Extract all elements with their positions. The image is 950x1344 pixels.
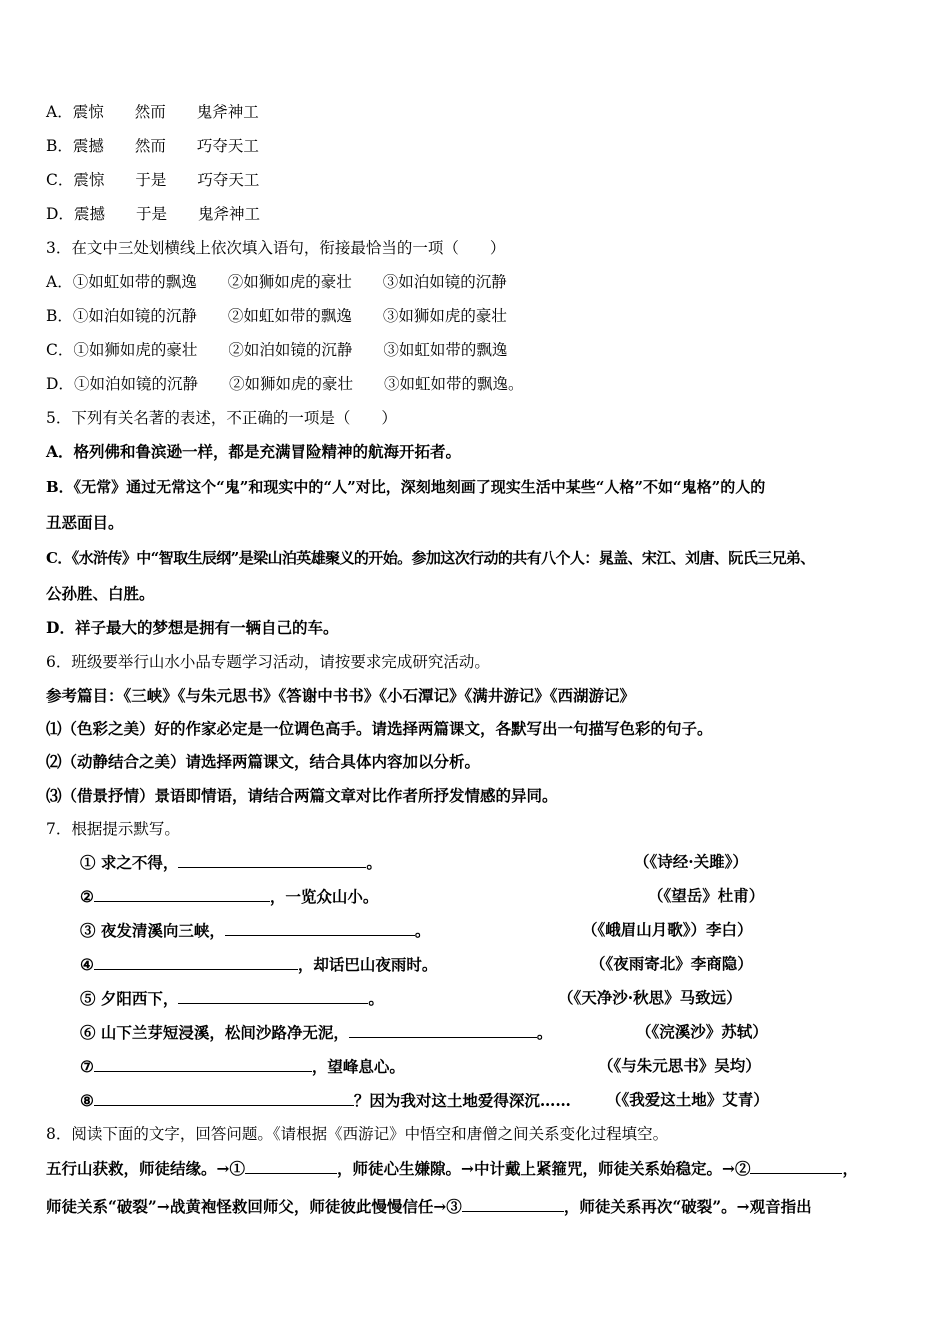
question-8-stem: 8．阅读下面的文字，回答问题。《请根据《西游记》中悟空和唐僧之间关系变化过程填空。 bbox=[46, 1125, 669, 1143]
q5-option-c-line2: 公孙胜、白胜。 bbox=[46, 584, 155, 603]
option-a: A．震惊 然而 鬼斧神工 bbox=[46, 103, 259, 121]
q8-line-1: 五行山获救，师徒结缘。→① ，师徒心生嫌隙。→中计戴上紧箍咒，师徒关系始稳定。→② ， bbox=[46, 1159, 858, 1178]
dictation-source: （《我爱这土地》艾青） bbox=[606, 1090, 769, 1109]
q5-option-b-line1: B．《无常》通过无常这个“鬼”和现实中的“人”对比，深刻地刻画了现实生活中某些“人格”不如“鬼格”的人的 bbox=[46, 478, 766, 496]
option-b: B．震撼 然而 巧夺天工 bbox=[46, 137, 259, 155]
dictation-source: （《夜雨寄北》李商隐） bbox=[590, 954, 753, 973]
q5-option-a: A．格列佛和鲁滨逊一样，都是充满冒险精神的航海开拓者。 bbox=[46, 442, 462, 461]
q6-part-2: ⑵（动静结合之美）请选择两篇课文，结合具体内容加以分析。 bbox=[46, 752, 481, 771]
dictation-source: （《望岳》杜甫） bbox=[648, 886, 765, 905]
answer-blank[interactable] bbox=[750, 1158, 842, 1174]
q3-option-c: C．①如狮如虎的豪壮 ②如泊如镜的沉静 ③如虹如带的飘逸 bbox=[46, 341, 508, 359]
answer-blank[interactable] bbox=[178, 988, 368, 1004]
dictation-source: （《诗经·关雎》） bbox=[634, 852, 748, 871]
q3-option-a: A．①如虹如带的飘逸 ②如狮如虎的豪壮 ③如泊如镜的沉静 bbox=[46, 273, 507, 291]
dictation-item: ⑤ 夕阳西下， 。 bbox=[80, 989, 384, 1008]
answer-blank[interactable] bbox=[225, 920, 415, 936]
q5-option-d: D．祥子最大的梦想是拥有一辆自己的车。 bbox=[46, 618, 339, 637]
q8-line-2: 师徒关系“破裂”→战黄袍怪救回师父，师徒彼此慢慢信任→③ ，师徒关系再次“破裂”。→观音指出 bbox=[46, 1197, 812, 1216]
answer-blank[interactable] bbox=[94, 1056, 312, 1072]
option-d: D．震撼 于是 鬼斧神工 bbox=[46, 205, 260, 223]
q6-part-3: ⑶（借景抒情）景语即情语，请结合两篇文章对比作者所抒发情感的异同。 bbox=[46, 786, 558, 805]
answer-blank[interactable] bbox=[245, 1158, 337, 1174]
dictation-item: ③ 夜发清溪向三峡， 。 bbox=[80, 921, 431, 940]
dictation-item: ⑧ ？因为我对这土地爱得深沉…… bbox=[80, 1091, 571, 1110]
question-6-stem: 6．班级要举行山水小品专题学习活动，请按要求完成研究活动。 bbox=[46, 653, 490, 671]
q6-part-1: ⑴（色彩之美）好的作家必定是一位调色高手。请选择两篇课文，各默写出一句描写色彩的句子。 bbox=[46, 719, 713, 738]
dictation-source: （《与朱元思书》吴均） bbox=[598, 1056, 761, 1075]
question-7-stem: 7．根据提示默写。 bbox=[46, 820, 180, 838]
q3-option-b: B．①如泊如镜的沉静 ②如虹如带的飘逸 ③如狮如虎的豪壮 bbox=[46, 307, 507, 325]
dictation-item: ④ ，却话巴山夜雨时。 bbox=[80, 955, 438, 974]
q5-option-c-line1: C．《水浒传》中“智取生辰纲”是梁山泊英雄聚义的开始。参加这次行动的共有八个人：晁盖、宋江、刘唐、阮氏三兄弟、 bbox=[46, 549, 815, 567]
answer-blank[interactable] bbox=[94, 954, 298, 970]
dictation-source: （《峨眉山月歌》）李白） bbox=[582, 920, 753, 939]
dictation-item: ⑥ 山下兰芽短浸溪，松间沙路净无泥， 。 bbox=[80, 1023, 553, 1042]
question-3-stem: 3．在文中三处划横线上依次填入语句，衔接最恰当的一项（ ） bbox=[46, 239, 506, 257]
answer-blank[interactable] bbox=[178, 852, 366, 868]
dictation-item: ⑦ ，望峰息心。 bbox=[80, 1057, 405, 1076]
option-c: C．震惊 于是 巧夺天工 bbox=[46, 171, 260, 189]
dictation-source: （《天净沙·秋思》马致远） bbox=[558, 988, 742, 1007]
answer-blank[interactable] bbox=[94, 886, 270, 902]
dictation-item: ① 求之不得， 。 bbox=[80, 853, 382, 872]
q5-option-b-line2: 丑恶面目。 bbox=[46, 513, 124, 532]
dictation-source: （《浣溪沙》苏轼） bbox=[636, 1022, 768, 1041]
q6-reference-list: 参考篇目：《三峡》《与朱元思书》《答谢中书书》《小石潭记》《满井游记》《西湖游记》 bbox=[46, 686, 636, 705]
q3-option-d: D．①如泊如镜的沉静 ②如狮如虎的豪壮 ③如虹如带的飘逸。 bbox=[46, 375, 524, 393]
question-5-stem: 5．下列有关名著的表述，不正确的一项是（ ） bbox=[46, 409, 397, 427]
answer-blank[interactable] bbox=[94, 1090, 354, 1106]
answer-blank[interactable] bbox=[462, 1196, 564, 1212]
answer-blank[interactable] bbox=[349, 1022, 537, 1038]
dictation-item: ② ，一览众山小。 bbox=[80, 887, 379, 906]
